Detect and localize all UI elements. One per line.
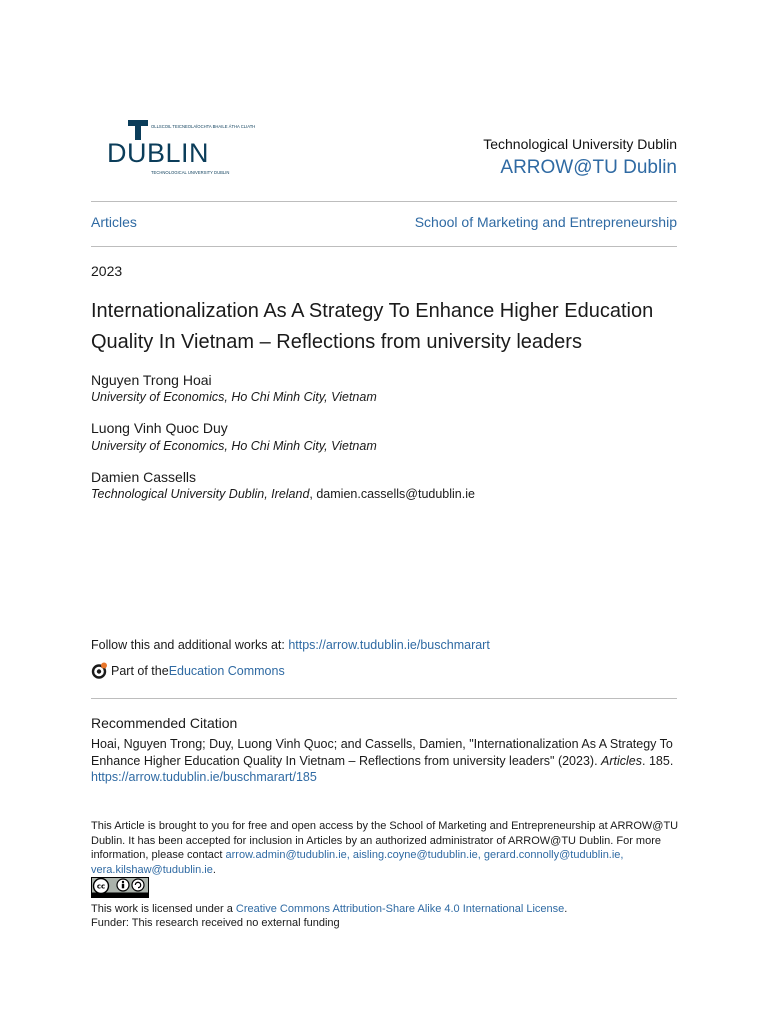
citation-journal: Articles	[601, 753, 643, 768]
repository-link[interactable]: ARROW@TU Dublin	[500, 157, 677, 178]
license-end: .	[564, 903, 568, 915]
school-link[interactable]: School of Marketing and Entrepreneurship	[414, 214, 677, 230]
author-affiliation	[91, 487, 475, 501]
part-of-line	[91, 662, 285, 679]
article-title: Internationalization As A Strategy To Enhance Higher Education Quality In Vietnam – Reflections from university leaders	[91, 300, 654, 353]
license-line	[91, 902, 681, 917]
follow-line	[91, 638, 490, 652]
collection-link[interactable]: https://arrow.tudublin.ie/buschmarart	[288, 638, 490, 652]
citation-heading: Recommended Citation	[91, 715, 238, 731]
divider	[91, 698, 677, 699]
funder-line: Funder: This research received no external funding	[91, 917, 340, 929]
author-affiliation	[91, 439, 377, 453]
logo-small-text-1: OLLSCOIL TEICNEOLAÍOCHTA BHAILE ÁTHA CLIATH	[151, 124, 256, 129]
citation-link[interactable]: https://arrow.tudublin.ie/buschmarart/185	[91, 770, 317, 784]
tu-dublin-logo	[91, 118, 256, 180]
divider	[91, 201, 677, 202]
contact-emails-link[interactable]: arrow.admin@tudublin.ie, aisling.coyne@tudublin.ie, gerard.connolly@tudublin.ie, vera.kilshaw@tudublin.ie	[91, 849, 624, 876]
cc-text: cc	[96, 882, 106, 891]
publication-year: 2023	[91, 263, 123, 279]
education-commons-link[interactable]: Education Commons	[168, 663, 285, 678]
author-name: Nguyen Trong Hoai	[91, 372, 212, 388]
citation-text: Hoai, Nguyen Trong; Duy, Luong Vinh Quoc; and Cassells, Damien, "Internationalization As A Strategy To Enhance Higher Education Quality In Vietnam – Reflections from university leaders" (2023).	[91, 737, 673, 768]
author-name: Damien Cassells	[91, 469, 197, 485]
divider	[91, 246, 677, 247]
affiliation-text: University of Economics, Ho Chi Minh City, Vietnam	[91, 439, 377, 453]
affiliation-text: Technological University Dublin, Ireland	[91, 487, 310, 501]
cc-license-badge[interactable]	[91, 877, 149, 898]
commons-network-icon	[91, 662, 108, 679]
logo-word: DUBLIN	[107, 138, 210, 168]
access-text: This Article is brought to you for free and open access by the School of Marketing and Entrepreneurship at ARROW@TU Dublin. It has been accepted for inclusion in Articles by an authorized administrator of ARROW@TU Dublin. For more information, please contact	[91, 820, 679, 861]
logo-small-text-2: TECHNOLOGICAL UNIVERSITY DUBLIN	[151, 170, 230, 175]
affiliation-text: University of Economics, Ho Chi Minh City, Vietnam	[91, 390, 377, 404]
partof-prefix: Part of the	[111, 663, 169, 678]
license-prefix: This work is licensed under a	[91, 903, 236, 915]
cc-license-link[interactable]: Creative Commons Attribution-Share Alike 4.0 International License	[235, 903, 565, 915]
follow-prefix: Follow this and additional works at:	[91, 638, 289, 652]
author-email: , damien.cassells@tudublin.ie	[309, 487, 475, 501]
citation-body	[91, 736, 681, 786]
author-name: Luong Vinh Quoc Duy	[91, 420, 228, 436]
access-statement	[91, 819, 681, 877]
citation-number: . 185.	[642, 753, 674, 768]
institution-name: Technological University Dublin	[483, 136, 677, 152]
author-affiliation	[91, 390, 377, 404]
articles-link[interactable]: Articles	[91, 214, 137, 230]
access-end: .	[212, 863, 216, 876]
